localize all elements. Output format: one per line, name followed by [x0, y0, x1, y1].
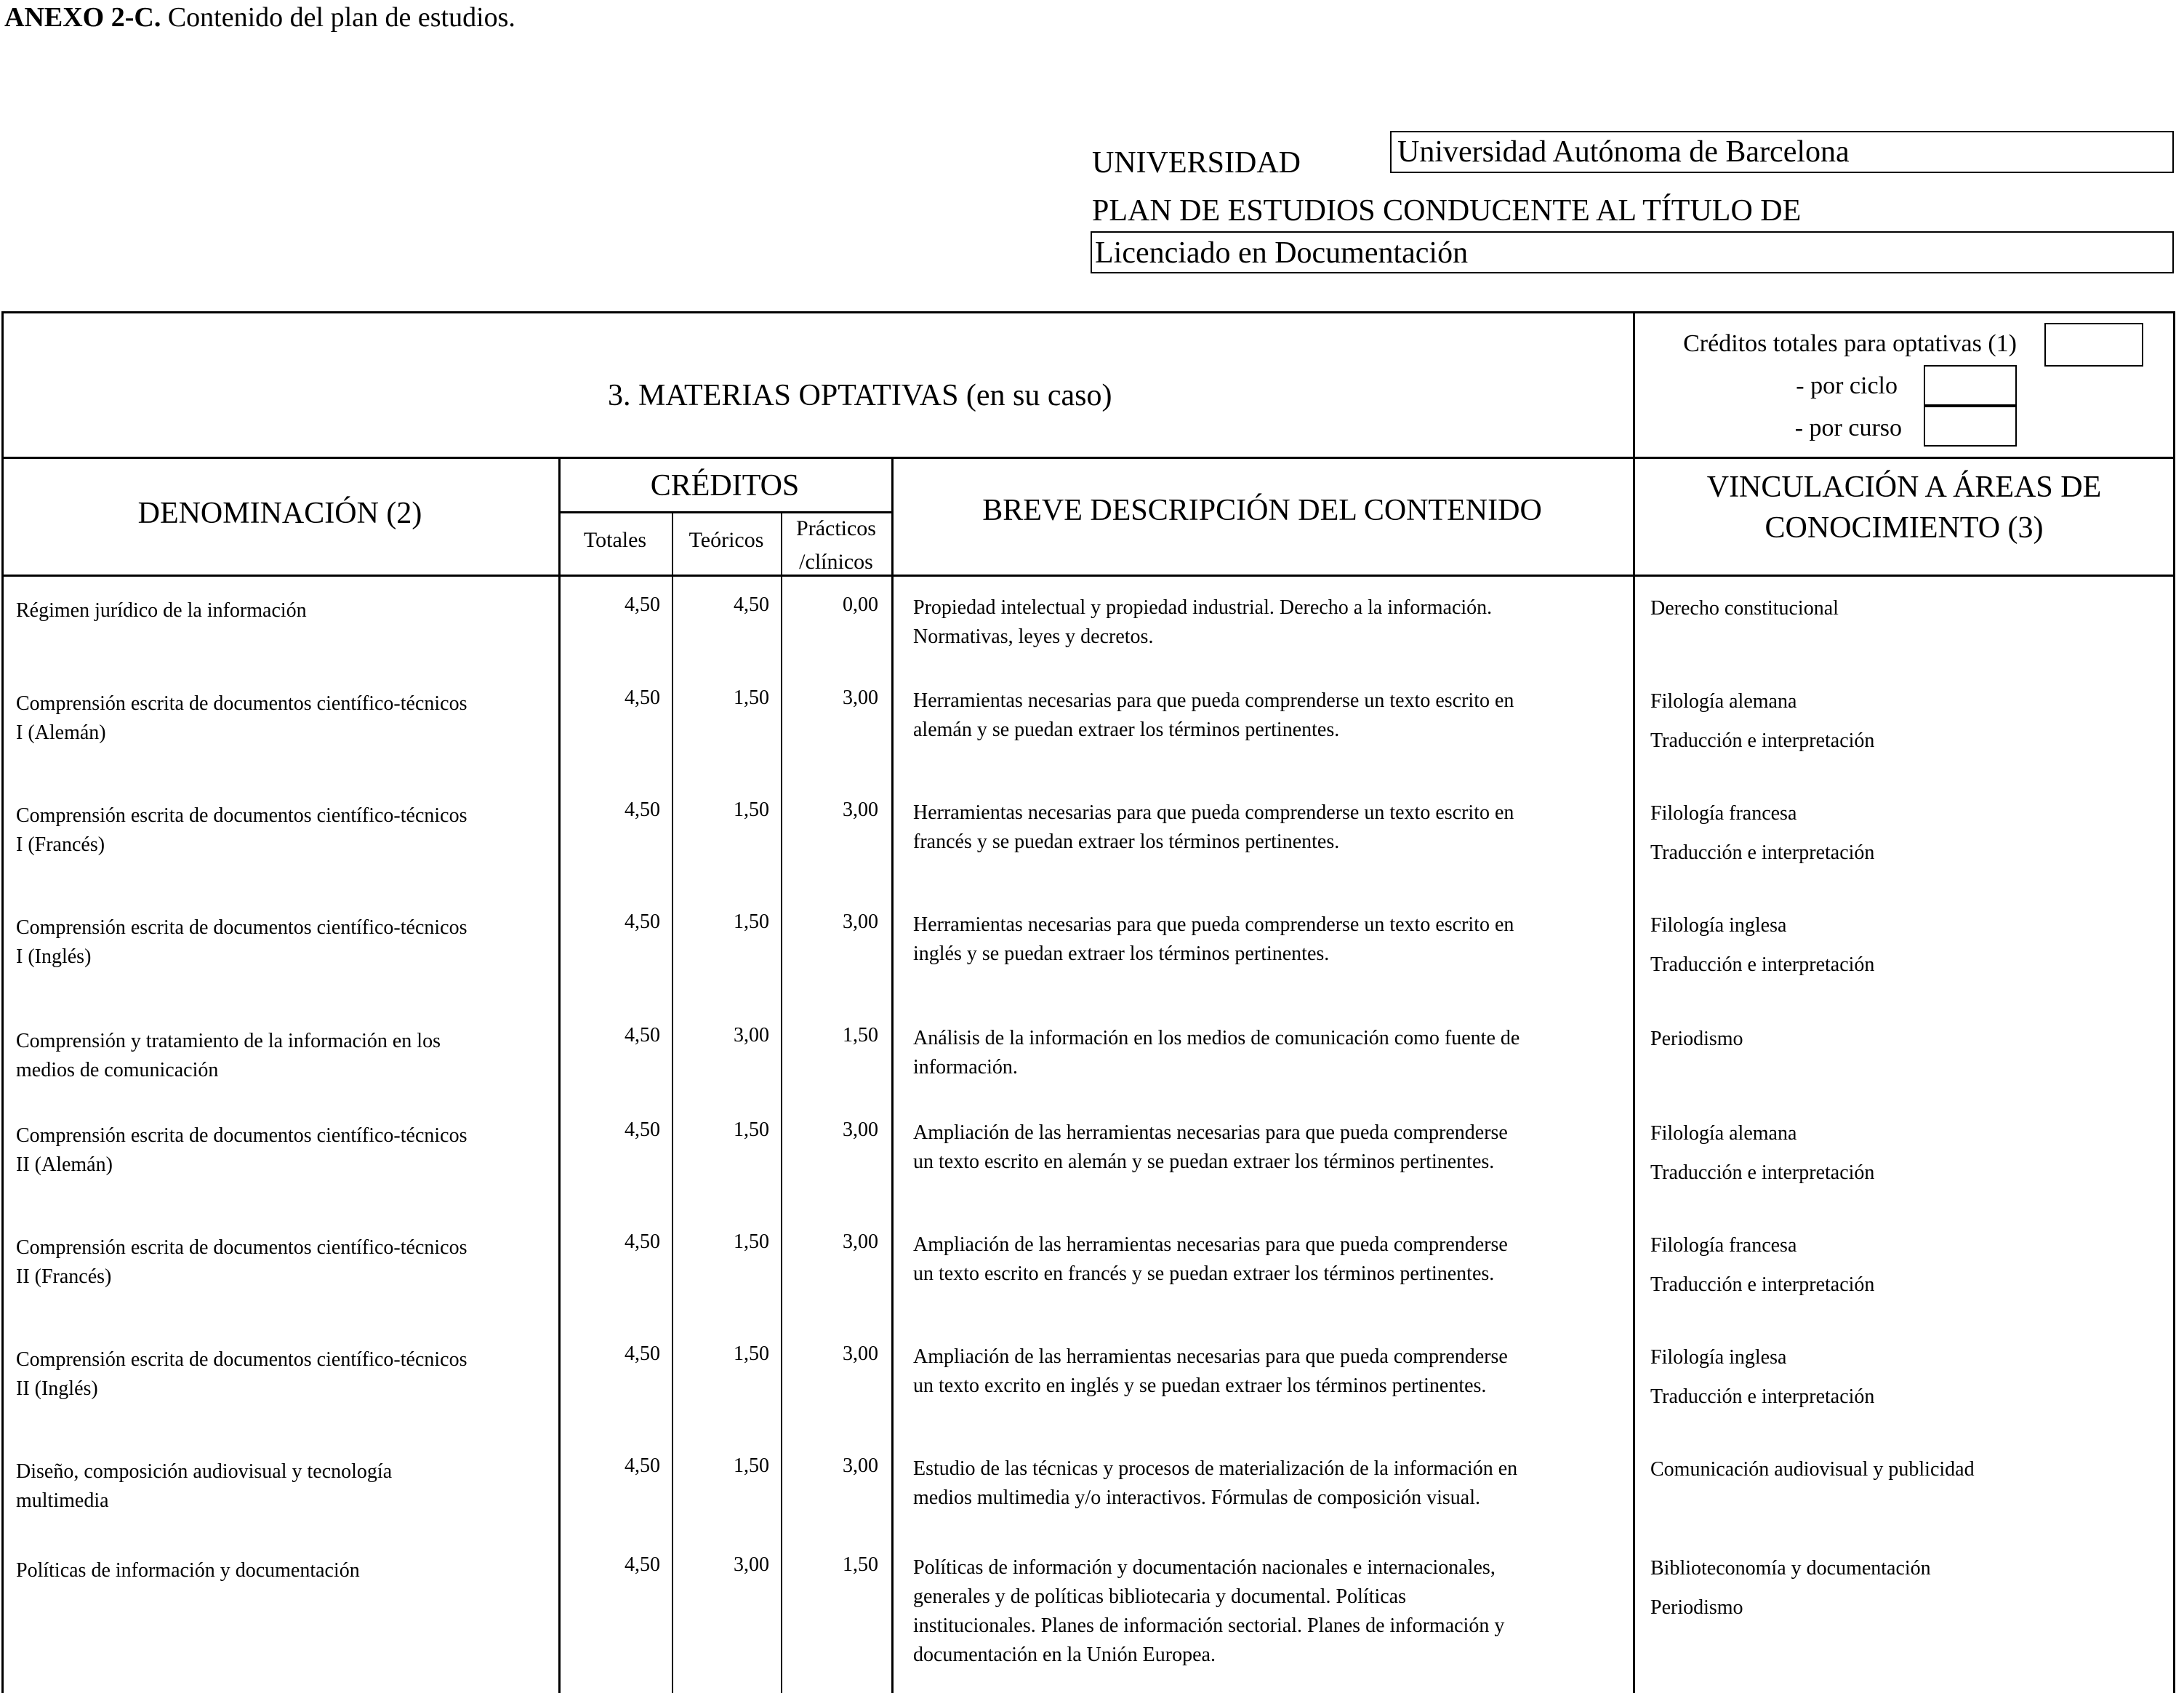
- credits-teoricos: 3,00: [734, 1553, 769, 1576]
- description-line: un texto excrito en inglés y se puedan extraer los términos pertinentes.: [913, 1374, 1487, 1397]
- credits-totales: 4,50: [625, 1118, 660, 1141]
- rule: [558, 511, 891, 513]
- description-line: Ampliación de las herramientas necesarias para que pueda comprenderse: [913, 1121, 1508, 1144]
- per-cycle-label: - por ciclo: [1796, 372, 1898, 399]
- subject-name: [16, 1556, 554, 1585]
- credits-teoricos: 1,50: [734, 1454, 769, 1477]
- description-line: Políticas de información y documentación nacionales e internacionales,: [913, 1556, 1496, 1579]
- knowledge-area: Filología inglesa: [1650, 914, 1787, 937]
- description-line: Ampliación de las herramientas necesarias para que pueda comprenderse: [913, 1345, 1508, 1368]
- subject-name: [16, 689, 554, 748]
- description-line: alemán y se puedan extraer los términos pertinentes.: [913, 719, 1340, 741]
- column-header-clinicos: /clínicos: [799, 550, 873, 574]
- credits-practicos: 3,00: [843, 1118, 878, 1141]
- knowledge-area: Traducción e interpretación: [1650, 1161, 1875, 1184]
- subject-name: [16, 1457, 554, 1516]
- description-line: documentación en la Unión Europea.: [913, 1644, 1216, 1666]
- description-line: Herramientas necesarias para que pueda comprenderse un texto escrito en: [913, 801, 1514, 824]
- description-line: Ampliación de las herramientas necesarias para que pueda comprenderse: [913, 1233, 1508, 1256]
- credits-totales: 4,50: [625, 687, 660, 709]
- knowledge-area: Filología alemana: [1650, 1122, 1797, 1145]
- section-title: 3. MATERIAS OPTATIVAS (en su caso): [608, 379, 1112, 412]
- rule: [558, 457, 561, 1693]
- subject-name-line: multimedia: [16, 1489, 109, 1512]
- credits-teoricos: 1,50: [734, 687, 769, 709]
- credits-teoricos: 1,50: [734, 910, 769, 933]
- knowledge-areas: [1650, 1450, 2159, 1489]
- credits-totales: 4,50: [625, 1553, 660, 1576]
- knowledge-area: Periodismo: [1650, 1028, 1743, 1050]
- knowledge-area: Traducción e interpretación: [1650, 841, 1875, 864]
- subject-name-line: medios de comunicación: [16, 1059, 219, 1081]
- credits-totales: 4,50: [625, 910, 660, 933]
- credits-teoricos: 1,50: [734, 1342, 769, 1365]
- knowledge-areas: [1650, 682, 2159, 761]
- rule: [891, 457, 894, 1693]
- column-header-credits: CRÉDITOS: [650, 469, 800, 503]
- subject-description: [913, 799, 1618, 857]
- per-cycle-box: [1924, 365, 2017, 406]
- description-line: inglés y se puedan extraer los términos pertinentes.: [913, 942, 1330, 965]
- subject-name-line: Diseño, composición audiovisual y tecnología: [16, 1460, 393, 1483]
- subject-name-line: Comprensión escrita de documentos científico-técnicos: [16, 804, 467, 827]
- knowledge-area: Filología inglesa: [1650, 1346, 1787, 1369]
- subject-name: [16, 801, 554, 860]
- column-header-teoricos: Teóricos: [688, 528, 764, 552]
- knowledge-area: Filología alemana: [1650, 690, 1797, 713]
- credits-teoricos: 1,50: [734, 1118, 769, 1141]
- subject-name-line: Régimen jurídico de la información: [16, 599, 307, 622]
- subject-name: [16, 1233, 554, 1292]
- subject-name: [16, 1345, 554, 1404]
- per-course-box: [1924, 406, 2017, 447]
- subject-name-line: Comprensión escrita de documentos científico-técnicos: [16, 1124, 467, 1147]
- knowledge-area: Comunicación audiovisual y publicidad: [1650, 1458, 1975, 1481]
- rule: [1, 457, 2175, 459]
- subject-description: [913, 1342, 1618, 1401]
- knowledge-area: Derecho constitucional: [1650, 597, 1839, 620]
- credits-teoricos: 3,00: [734, 1024, 769, 1046]
- knowledge-area: Traducción e interpretación: [1650, 729, 1875, 752]
- subject-name: [16, 596, 554, 625]
- description-line: Análisis de la información en los medios de comunicación como fuente de: [913, 1027, 1520, 1049]
- annex-title: ANEXO 2-C. Contenido del plan de estudios.: [4, 2, 515, 33]
- description-line: un texto escrito en francés y se puedan extraer los términos pertinentes.: [913, 1262, 1495, 1285]
- subject-name-line: I (Inglés): [16, 945, 92, 968]
- subject-name: [16, 913, 554, 972]
- subject-name-line: Comprensión escrita de documentos científico-técnicos: [16, 916, 467, 939]
- description-line: Propiedad intelectual y propiedad industrial. Derecho a la información.: [913, 596, 1493, 619]
- credits-practicos: 3,00: [843, 910, 878, 933]
- knowledge-areas: [1650, 794, 2159, 873]
- plan-label: PLAN DE ESTUDIOS CONDUCENTE AL TÍTULO DE: [1092, 194, 1802, 228]
- credits-totales: 4,50: [625, 593, 660, 616]
- subject-name: [16, 1121, 554, 1180]
- per-course-label: - por curso: [1794, 415, 1902, 441]
- knowledge-area: Biblioteconomía y documentación: [1650, 1557, 1931, 1580]
- subject-description: [913, 1230, 1618, 1289]
- column-header-description: BREVE DESCRIPCIÓN DEL CONTENIDO: [982, 494, 1542, 527]
- knowledge-areas: [1650, 1549, 2159, 1628]
- subject-name-line: II (Inglés): [16, 1377, 98, 1400]
- description-line: un texto escrito en alemán y se puedan extraer los términos pertinentes.: [913, 1150, 1495, 1173]
- rule: [1, 575, 2175, 577]
- credits-practicos: 0,00: [843, 593, 878, 616]
- description-line: generales y de políticas bibliotecaria y documental. Políticas: [913, 1585, 1407, 1608]
- knowledge-areas: [1650, 589, 2159, 628]
- credits-totales: 4,50: [625, 1342, 660, 1365]
- knowledge-areas: [1650, 1114, 2159, 1193]
- credits-practicos: 1,50: [843, 1553, 878, 1576]
- subject-description: [913, 1454, 1618, 1513]
- subject-name-line: Comprensión escrita de documentos científico-técnicos: [16, 692, 467, 715]
- knowledge-areas: [1650, 1338, 2159, 1417]
- description-line: Normativas, leyes y decretos.: [913, 625, 1154, 648]
- subject-description: [913, 593, 1618, 652]
- subject-name-line: Comprensión escrita de documentos científico-técnicos: [16, 1236, 467, 1259]
- subject-name-line: Comprensión y tratamiento de la información en los: [16, 1030, 441, 1052]
- knowledge-area: Periodismo: [1650, 1596, 1743, 1619]
- university-label: UNIVERSIDAD: [1092, 146, 1301, 180]
- subject-description: [913, 910, 1618, 969]
- column-header-name: DENOMINACIÓN (2): [137, 497, 422, 530]
- credits-practicos: 1,50: [843, 1024, 878, 1046]
- subject-name-line: Políticas de información y documentación: [16, 1559, 360, 1582]
- optional-credits-box: [2044, 323, 2143, 367]
- description-line: medios multimedia y/o interactivos. Fórmulas de composición visual.: [913, 1486, 1480, 1509]
- column-header-practicos: Prácticos: [796, 516, 876, 540]
- subject-description: [913, 687, 1618, 745]
- optional-credits-label: Créditos totales para optativas (1): [1683, 330, 2017, 357]
- column-header-totales: Totales: [583, 528, 647, 552]
- credits-practicos: 3,00: [843, 1230, 878, 1253]
- knowledge-area: Filología francesa: [1650, 802, 1797, 825]
- subject-description: [913, 1118, 1618, 1177]
- subject-name-line: II (Francés): [16, 1265, 112, 1288]
- subject-name-line: II (Alemán): [16, 1153, 113, 1176]
- description-line: Estudio de las técnicas y procesos de materialización de la información en: [913, 1457, 1518, 1480]
- knowledge-area: Traducción e interpretación: [1650, 1273, 1875, 1296]
- credits-practicos: 3,00: [843, 687, 878, 709]
- credits-practicos: 3,00: [843, 1454, 878, 1477]
- knowledge-areas: [1650, 906, 2159, 985]
- column-header-areas: VINCULACIÓN A ÁREAS DE: [1706, 471, 2102, 504]
- subject-name-line: I (Alemán): [16, 721, 106, 744]
- description-line: información.: [913, 1056, 1018, 1078]
- credits-practicos: 3,00: [843, 799, 878, 821]
- credits-totales: 4,50: [625, 1230, 660, 1253]
- credits-teoricos: 1,50: [734, 1230, 769, 1253]
- description-line: Herramientas necesarias para que pueda comprenderse un texto escrito en: [913, 689, 1514, 712]
- knowledge-areas: [1650, 1020, 2159, 1059]
- subject-name-line: Comprensión escrita de documentos científico-técnicos: [16, 1348, 467, 1371]
- credits-practicos: 3,00: [843, 1342, 878, 1365]
- subject-description: [913, 1024, 1618, 1082]
- credits-totales: 4,50: [625, 799, 660, 821]
- description-line: francés y se puedan extraer los términos pertinentes.: [913, 831, 1340, 853]
- credits-teoricos: 4,50: [734, 593, 769, 616]
- subject-description: [913, 1553, 1618, 1670]
- description-line: Herramientas necesarias para que pueda comprenderse un texto escrito en: [913, 913, 1514, 936]
- degree-field: Licenciado en Documentación: [1091, 231, 2174, 273]
- knowledge-area: Traducción e interpretación: [1650, 953, 1875, 976]
- subject-name: [16, 1027, 554, 1085]
- credits-totales: 4,50: [625, 1024, 660, 1046]
- description-line: institucionales. Planes de información sectorial. Planes de información y: [913, 1614, 1505, 1637]
- university-field: Universidad Autónoma de Barcelona: [1390, 131, 2174, 173]
- knowledge-area: Filología francesa: [1650, 1234, 1797, 1257]
- credits-totales: 4,50: [625, 1454, 660, 1477]
- subject-name-line: I (Francés): [16, 833, 105, 856]
- column-header-areas-2: CONOCIMIENTO (3): [1765, 511, 2044, 545]
- knowledge-area: Traducción e interpretación: [1650, 1385, 1875, 1408]
- knowledge-areas: [1650, 1226, 2159, 1305]
- credits-teoricos: 1,50: [734, 799, 769, 821]
